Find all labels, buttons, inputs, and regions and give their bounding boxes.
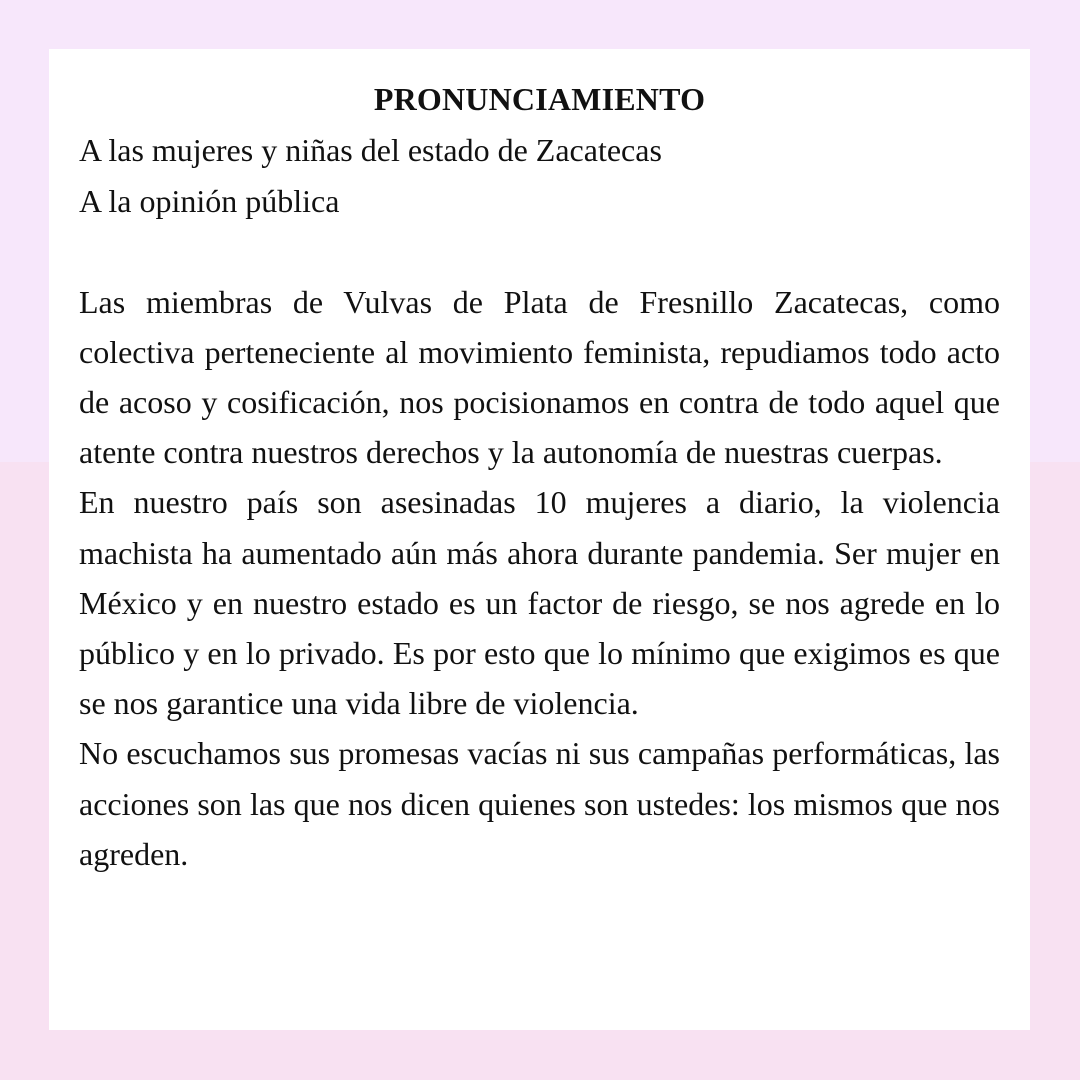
paragraph-promises: No escuchamos sus promesas vacías ni sus campañas performáticas, las acciones son las que nos dicen quienes son ustedes: los mismos que nos agreden. (79, 735, 1000, 872)
blank-line (79, 226, 1000, 277)
paragraph-violence: En nuestro país son asesinadas 10 mujeres a diario, la violencia machista ha aumentado aún más ahora durante pandemia. Ser mujer en México y en nuestro estado es un factor de riesgo, se nos agrede en lo público y en lo privado. Es por esto que lo mínimo que exigimos es que se nos garantice una vida libre de violencia. (79, 484, 1000, 722)
recipient-line: A la opinión pública (79, 182, 340, 219)
statement-card (49, 49, 1030, 1030)
document-title: PRONUNCIAMIENTO (373, 81, 706, 117)
paragraph-repudiation: Las miembras de Vulvas de Plata de Fresnillo Zacatecas, como colectiva perteneciente al movimiento feminista, repudiamos todo acto de acoso y cosificación, nos pocisionamos en contra de todo aquel que atente contra nuestros derechos y la autonomía de nuestras cuerpas. (79, 283, 1000, 471)
recipient-line: A las mujeres y niñas del estado de Zacatecas (79, 132, 662, 168)
recipients-block (79, 125, 1000, 226)
